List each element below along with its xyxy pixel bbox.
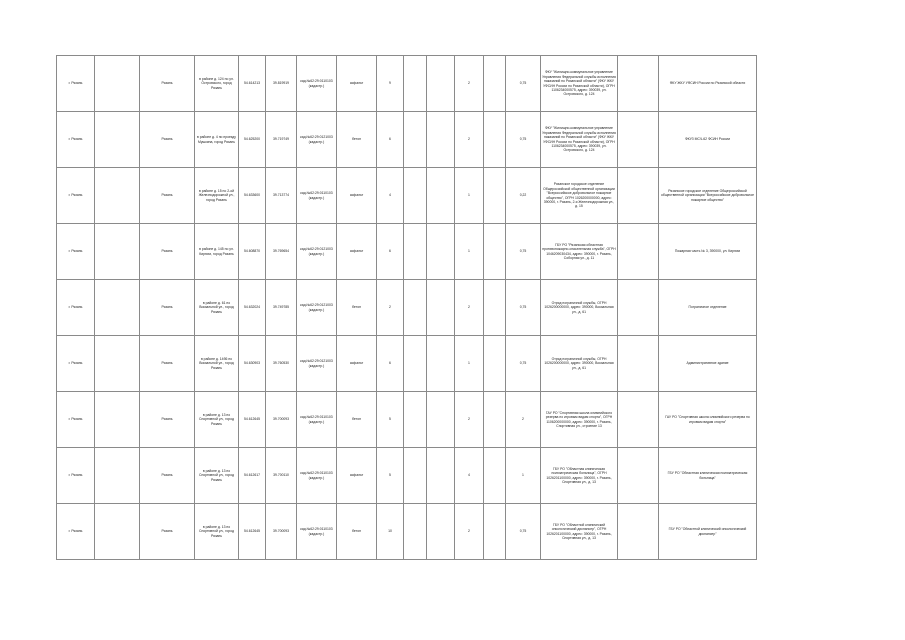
empty-cell bbox=[95, 112, 140, 168]
containers-cell: 2 bbox=[455, 56, 484, 112]
waste-sources-cell: Пограничное отделение bbox=[659, 280, 757, 336]
cadastral-cell: кад.№62:29:0110103 (кадастр.) bbox=[297, 448, 337, 504]
empty-cell bbox=[404, 392, 427, 448]
locality-cell: г. Рязань bbox=[57, 280, 95, 336]
containers-cell: 2 bbox=[455, 392, 484, 448]
longitude-cell: 39.819919 bbox=[266, 56, 297, 112]
district-cell: Рязань bbox=[140, 448, 195, 504]
surface-cell: бетон bbox=[337, 504, 377, 560]
empty-cell bbox=[95, 168, 140, 224]
longitude-cell: 39.700093 bbox=[266, 504, 297, 560]
district-cell: Рязань bbox=[140, 504, 195, 560]
latitude-cell: 54.632024 bbox=[239, 280, 266, 336]
empty-cell bbox=[618, 56, 659, 112]
district-cell: Рязань bbox=[140, 224, 195, 280]
locality-cell: г. Рязань bbox=[57, 168, 95, 224]
empty-cell bbox=[618, 112, 659, 168]
empty-cell bbox=[404, 168, 427, 224]
containers-cell: 2 bbox=[455, 504, 484, 560]
surface-cell: бетон bbox=[337, 280, 377, 336]
latitude-cell: 54.612645 bbox=[239, 504, 266, 560]
owner-cell: ГАУ РО "Спортивная школа олимпийского резерва по игровым видам спорта", ОГРН 1106200000000, адрес: 390000, г. Рязань, Спортивная ул., строение 13 bbox=[541, 392, 618, 448]
empty-cell bbox=[618, 504, 659, 560]
containers-cell: 2 bbox=[455, 280, 484, 336]
latitude-cell: 54.630903 bbox=[239, 336, 266, 392]
surface-cell: асфальт bbox=[337, 448, 377, 504]
owner-cell: Рязанское городское отделение Общероссийской общественной организации "Всероссийское добровольное пожарное общество", ОГРН 1026200000000, адрес: 390000, г. Рязань, 2-я Железнодорожная ул., д. 15 bbox=[541, 168, 618, 224]
containers-cell: 1 bbox=[455, 224, 484, 280]
empty-cell bbox=[484, 280, 506, 336]
address-cell: в районе д. 15 по 2-ой Железнодорожной ул., город Рязань bbox=[195, 168, 239, 224]
area-cell: 6 bbox=[377, 112, 404, 168]
empty-cell bbox=[404, 504, 427, 560]
longitude-cell: 39.700093 bbox=[266, 392, 297, 448]
owner-cell: Отряд пограничной службы, ОГРН 1026200000000, адрес: 390000, Вокзальная ул., д. 61 bbox=[541, 336, 618, 392]
waste-sources-cell: ГБУ РО "Областной клинический онкологический диспансер" bbox=[659, 504, 757, 560]
volume-cell: 0,75 bbox=[506, 280, 541, 336]
area-cell: 5 bbox=[377, 392, 404, 448]
latitude-cell: 54.625200 bbox=[239, 112, 266, 168]
waste-sources-cell: ГБУ РО "Областная клиническая психиатрическая больница" bbox=[659, 448, 757, 504]
area-cell: 2 bbox=[377, 280, 404, 336]
address-cell: в районе д. 124 по ул. Островского, город Рязань bbox=[195, 56, 239, 112]
empty-cell bbox=[404, 336, 427, 392]
longitude-cell: 39.749785 bbox=[266, 280, 297, 336]
area-cell: 10 bbox=[377, 504, 404, 560]
longitude-cell: 39.760530 bbox=[266, 336, 297, 392]
district-cell: Рязань bbox=[140, 168, 195, 224]
district-cell: Рязань bbox=[140, 280, 195, 336]
table-row bbox=[57, 224, 757, 280]
longitude-cell: 39.713774 bbox=[266, 168, 297, 224]
owner-cell: ФКУ "Жилищно-коммунальное управление Управления Федеральной службы исполнения наказаний по Рязанской области" (ФКУ ЖКУ УФСИН России по Рязанской области), ОГРН 1106234000575, адрес: 390039, ул. Островского, д. 124 bbox=[541, 112, 618, 168]
containers-cell: 4 bbox=[455, 448, 484, 504]
cadastral-cell: кад.№62:29:0121003 (кадастр.) bbox=[297, 112, 337, 168]
volume-cell: 0,75 bbox=[506, 504, 541, 560]
locality-cell: г. Рязань bbox=[57, 392, 95, 448]
latitude-cell: 54.608870 bbox=[239, 224, 266, 280]
cadastral-cell: кад.№62:29:0121003 (кадастр.) bbox=[297, 280, 337, 336]
empty-cell bbox=[618, 168, 659, 224]
locality-cell: г. Рязань bbox=[57, 336, 95, 392]
empty-cell bbox=[95, 392, 140, 448]
volume-cell: 2 bbox=[506, 392, 541, 448]
containers-cell: 1 bbox=[455, 336, 484, 392]
surface-cell: асфальт bbox=[337, 336, 377, 392]
empty-cell bbox=[427, 224, 455, 280]
empty-cell bbox=[427, 392, 455, 448]
latitude-cell: 54.612645 bbox=[239, 392, 266, 448]
empty-cell bbox=[618, 392, 659, 448]
empty-cell bbox=[427, 56, 455, 112]
table-row bbox=[57, 336, 757, 392]
area-cell: 5 bbox=[377, 448, 404, 504]
empty-cell bbox=[618, 280, 659, 336]
latitude-cell: 54.633600 bbox=[239, 168, 266, 224]
latitude-cell: 54.612617 bbox=[239, 448, 266, 504]
table-row bbox=[57, 504, 757, 560]
table-row bbox=[57, 392, 757, 448]
latitude-cell: 54.614213 bbox=[239, 56, 266, 112]
owner-cell: ГБУ РО "Областной клинический онкологический диспансер", ОГРН 1026201100000, адрес: 390000, г. Рязань, Спортивная ул., д. 13 bbox=[541, 504, 618, 560]
empty-cell bbox=[618, 448, 659, 504]
locality-cell: г. Рязань bbox=[57, 448, 95, 504]
surface-cell: асфальт bbox=[337, 168, 377, 224]
waste-sources-cell: Рязанское городское отделение Общероссийской общественной организации "Всероссийское добровольное пожарное общество" bbox=[659, 168, 757, 224]
empty-cell bbox=[484, 112, 506, 168]
longitude-cell: 39.769654 bbox=[266, 224, 297, 280]
empty-cell bbox=[404, 224, 427, 280]
owner-cell: ФКУ "Жилищно-коммунальное управление Управления Федеральной службы исполнения наказаний по Рязанской области" (ФКУ ЖКУ УФСИН России по Рязанской области), ОГРН 1106234000575, адрес: 390039, ул. Островского, д. 124 bbox=[541, 56, 618, 112]
registry-table bbox=[56, 55, 757, 560]
table-row bbox=[57, 112, 757, 168]
cadastral-cell: кад.№62:29:0110103 (кадастр.) bbox=[297, 168, 337, 224]
volume-cell: 0,75 bbox=[506, 224, 541, 280]
locality-cell: г. Рязань bbox=[57, 504, 95, 560]
empty-cell bbox=[95, 56, 140, 112]
address-cell: в районе д. 13 по Спортивной ул., город Рязань bbox=[195, 392, 239, 448]
cadastral-cell: кад.№62:29:0110103 (кадастр.) bbox=[297, 392, 337, 448]
empty-cell bbox=[484, 56, 506, 112]
empty-cell bbox=[427, 280, 455, 336]
empty-cell bbox=[484, 392, 506, 448]
waste-sources-cell: Административное здание bbox=[659, 336, 757, 392]
district-cell: Рязань bbox=[140, 392, 195, 448]
surface-cell: бетон bbox=[337, 392, 377, 448]
empty-cell bbox=[427, 448, 455, 504]
empty-cell bbox=[484, 448, 506, 504]
area-cell: 4 bbox=[377, 168, 404, 224]
volume-cell: 1 bbox=[506, 448, 541, 504]
volume-cell: 0,75 bbox=[506, 56, 541, 112]
containers-cell: 2 bbox=[455, 112, 484, 168]
empty-cell bbox=[95, 504, 140, 560]
empty-cell bbox=[484, 504, 506, 560]
area-cell: 6 bbox=[377, 336, 404, 392]
volume-cell: 0,22 bbox=[506, 168, 541, 224]
locality-cell: г. Рязань bbox=[57, 56, 95, 112]
address-cell: в районе д. 13 по Спортивной ул., город Рязань bbox=[195, 448, 239, 504]
longitude-cell: 39.700110 bbox=[266, 448, 297, 504]
empty-cell bbox=[95, 336, 140, 392]
waste-sources-cell: ГАУ РО "Спортивная школа олимпийского резерва по игровым видам спорта" bbox=[659, 392, 757, 448]
empty-cell bbox=[618, 224, 659, 280]
empty-cell bbox=[427, 336, 455, 392]
area-cell: 9 bbox=[377, 56, 404, 112]
cadastral-cell: кад.№62:29:0121003 (кадастр.) bbox=[297, 336, 337, 392]
waste-sources-cell: ФКУЗ МСЧ-62 ФСИН России bbox=[659, 112, 757, 168]
owner-cell: ГБУ РО "Областная клиническая психиатрическая больница", ОГРН 1026201100000, адрес: 390000, г. Рязань, Спортивная ул., д. 13 bbox=[541, 448, 618, 504]
empty-cell bbox=[427, 168, 455, 224]
empty-cell bbox=[404, 112, 427, 168]
surface-cell: бетон bbox=[337, 112, 377, 168]
table-row bbox=[57, 280, 757, 336]
empty-cell bbox=[95, 448, 140, 504]
containers-cell: 1 bbox=[455, 168, 484, 224]
district-cell: Рязань bbox=[140, 112, 195, 168]
address-cell: в районе д. 145 по ул. Кирюхи, город Рязань bbox=[195, 224, 239, 280]
owner-cell: Отряд пограничной службы, ОГРН 1026200000000, адрес: 390000, Вокзальная ул., д. 61 bbox=[541, 280, 618, 336]
cadastral-cell: кад.№62:29:0110103 (кадастр.) bbox=[297, 56, 337, 112]
waste-sources-cell: ФКУ ЖКУ УФСИН России по Рязанской области bbox=[659, 56, 757, 112]
address-cell: в районе д. 61 по Вокзальной ул., город Рязань bbox=[195, 280, 239, 336]
empty-cell bbox=[484, 336, 506, 392]
address-cell: в районе д. 4 по проезду Мушкина, город Рязань bbox=[195, 112, 239, 168]
district-cell: Рязань bbox=[140, 336, 195, 392]
empty-cell bbox=[404, 56, 427, 112]
empty-cell bbox=[484, 224, 506, 280]
address-cell: в районе д. 14б6 по Вокзальной ул., город Рязань bbox=[195, 336, 239, 392]
volume-cell: 0,75 bbox=[506, 336, 541, 392]
cadastral-cell: кад.№62:29:0110103 (кадастр.) bbox=[297, 504, 337, 560]
volume-cell: 0,75 bbox=[506, 112, 541, 168]
cadastral-cell: кад.№62:29:0121003 (кадастр.) bbox=[297, 224, 337, 280]
locality-cell: г. Рязань bbox=[57, 224, 95, 280]
longitude-cell: 39.719749 bbox=[266, 112, 297, 168]
area-cell: 6 bbox=[377, 224, 404, 280]
table-row bbox=[57, 168, 757, 224]
empty-cell bbox=[427, 504, 455, 560]
surface-cell: асфальт bbox=[337, 224, 377, 280]
owner-cell: ГБУ РО "Рязанская областная противопожарно-спасательная служба", ОГРН 1046209030434, адрес: 390000, г. Рязань, Соборная ул., д. 11 bbox=[541, 224, 618, 280]
empty-cell bbox=[484, 168, 506, 224]
empty-cell bbox=[95, 280, 140, 336]
table-row bbox=[57, 448, 757, 504]
table-row bbox=[57, 56, 757, 112]
empty-cell bbox=[427, 112, 455, 168]
surface-cell: асфальт bbox=[337, 56, 377, 112]
empty-cell bbox=[404, 280, 427, 336]
address-cell: в районе д. 13 по Спортивной ул., город Рязань bbox=[195, 504, 239, 560]
district-cell: Рязань bbox=[140, 56, 195, 112]
waste-sources-cell: Пожарная часть № 3, 390000, ул. Кирюхи bbox=[659, 224, 757, 280]
locality-cell: г. Рязань bbox=[57, 112, 95, 168]
empty-cell bbox=[618, 336, 659, 392]
empty-cell bbox=[404, 448, 427, 504]
empty-cell bbox=[95, 224, 140, 280]
